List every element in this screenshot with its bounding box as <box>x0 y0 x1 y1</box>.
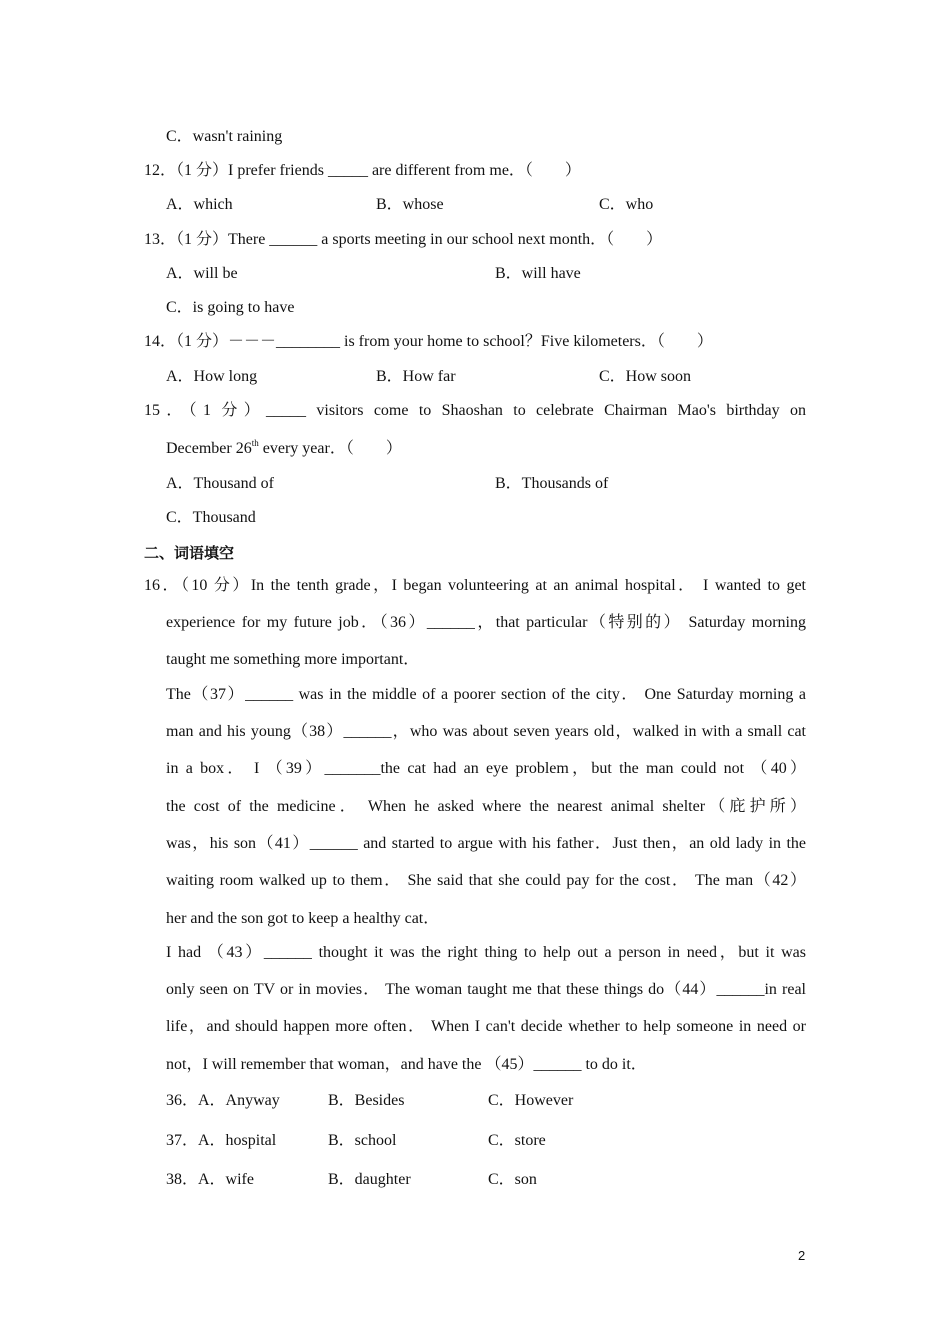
q36-option-b: B．Besides <box>328 1092 405 1109</box>
q37-option-b: B．school <box>328 1132 397 1149</box>
q38-option-a: 38．A．wife <box>166 1171 254 1188</box>
q16-line-14: not，I will remember that woman，and have the （45）______ to do it． <box>166 1056 647 1073</box>
page-number: 2 <box>798 1248 806 1263</box>
q15-option-a: A．Thousand of <box>166 475 274 492</box>
q14-option-b: B．How far <box>376 368 456 385</box>
q16-line-6: in a box． I （39）_______the cat had an eye problem，but the man could not （40） <box>166 760 806 777</box>
q13-option-a: A．will be <box>166 265 238 282</box>
q15-option-c: C．Thousand <box>166 509 256 526</box>
q12-option-a: A．which <box>166 196 233 213</box>
q13-option-b: B．will have <box>495 265 581 282</box>
q16-line-2: experience for my future job．（36）______，that particular（特别的） Saturday morning <box>166 614 806 631</box>
q14-stem: 14．（1 分）－－－________ is from your home to school？Five kilometers．（ ） <box>144 333 713 350</box>
q14-option-a: A．How long <box>166 368 258 385</box>
q36-option-c: C．However <box>488 1092 574 1109</box>
section-heading: 二、词语填空 <box>144 544 235 562</box>
q38-option-b: B．daughter <box>328 1171 411 1188</box>
q16-line-11: I had （43）______ thought it was the right thing to help out a person in need，but it was <box>166 944 806 961</box>
q13-stem: 13．（1 分）There ______ a sports meeting in our school next month．（ ） <box>144 231 663 248</box>
q16-line-9: waiting room walked up to them． She said that she could pay for the cost． The man（42） <box>166 872 806 889</box>
q11-option-c: C．wasn't raining <box>166 128 283 145</box>
q12-option-b: B．whose <box>376 196 444 213</box>
q13-option-c: C．is going to have <box>166 299 295 316</box>
q12-option-c: C．who <box>599 196 654 213</box>
q12-stem: 12．（1 分）I prefer friends _____ are different from me．（ ） <box>144 162 581 179</box>
q16-line-13: life，and should happen more often． When I can't decide whether to help someone in need or <box>166 1018 806 1035</box>
q16-line-12: only seen on TV or in movies． The woman taught me that these things do（44）______in real <box>166 981 806 998</box>
q15-stem-line2: December 26th every year．（ ） <box>166 438 402 457</box>
q37-option-c: C．store <box>488 1132 546 1149</box>
q37-option-a: 37．A．hospital <box>166 1132 277 1149</box>
q16-line-10: her and the son got to keep a healthy cat． <box>166 910 440 927</box>
q36-option-a: 36．A．Anyway <box>166 1092 280 1109</box>
q16-line-1: 16．（10 分）In the tenth grade，I began volunteering at an animal hospital． I wanted to get <box>144 577 806 594</box>
q16-line-5: man and his young（38）______，who was about seven years old，walked in with a small cat <box>166 723 806 740</box>
q15-stem-line1: 15．（1 分）_____ visitors come to Shaoshan to celebrate Chairman Mao's birthday on <box>144 402 806 419</box>
q16-line-4: The（37）______ was in the middle of a poorer section of the city． One Saturday morning a <box>166 686 806 703</box>
q16-line-3: taught me something more important． <box>166 651 420 668</box>
q16-line-8: was，his son（41）______ and started to argue with his father．Just then，an old lady in the <box>166 835 806 852</box>
q38-option-c: C．son <box>488 1171 537 1188</box>
q16-line-7: the cost of the medicine． When he asked where the nearest animal shelter（庇护所） <box>166 798 806 815</box>
q14-option-c: C．How soon <box>599 368 692 385</box>
q15-option-b: B．Thousands of <box>495 475 609 492</box>
